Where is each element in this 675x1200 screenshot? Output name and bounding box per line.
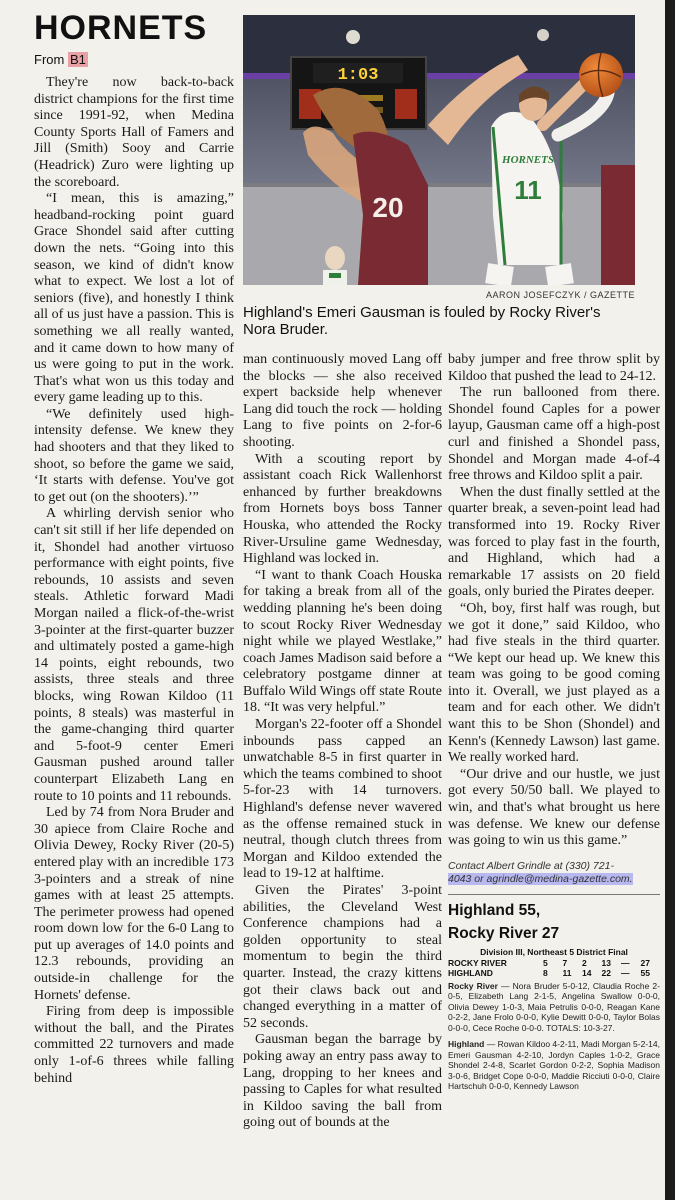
linescore-row bbox=[448, 968, 660, 978]
paragraph: Led by 74 from Nora Bruder and 30 apiece from Claire Roche and Olivia Dewey, Rocky River (20-5) entered play with an incredible 173 3-pointers and a streak of nine games with at least 25 attempts. The perimeter prowess had opened room down low for the 6-0 Lang to put up averages of 14.0 points and 12.3 rebounds, providing an outside-in challenge for the Hornets' defense. bbox=[34, 805, 234, 1003]
quarter-score: 13 bbox=[601, 957, 611, 968]
score-dash: — bbox=[621, 967, 630, 978]
jump-prefix: From bbox=[34, 52, 68, 67]
paragraph: man continuously moved Lang off the blocks — she also received expert backside help whenever Lang did touch the rock — holding Lang to five points on 2-for-6 shooting. bbox=[243, 352, 442, 450]
paragraph: Given the Pirates' 3-point abilities, the Cleveland West Conference champions had a golden opportunity to steal momentum to begin the third quarter. Instead, the crazy kittens got their claws back out and changed everything in a matter of 52 seconds. bbox=[243, 883, 442, 1031]
boxscore-title-2: Rocky River 27 bbox=[448, 924, 560, 942]
final-score: 55 bbox=[640, 967, 650, 978]
score-dash: — bbox=[621, 957, 630, 968]
game-photo bbox=[243, 15, 635, 285]
jump-page-ref: B1 bbox=[69, 52, 86, 67]
player-lines: — Nora Bruder 5-0-12, Claudia Roche 2-0-5, Elizabeth Lang 2-1-5, Angelina Swallow 0-0-0, Olivia Dewey 1-0-3, Maia Petrulis 0-0-0, Reagan Kane 0-2-2, Jane Frolo 0-0-0, Kylie Dewitt 0-0-0, Taylor Bolas 0-0-0, Cece Roche 0-0-0. TOTALS: 10-3-27. bbox=[448, 980, 660, 1033]
article-body-col1 bbox=[34, 75, 234, 1087]
team-label: Rocky River bbox=[448, 980, 498, 991]
divider bbox=[448, 894, 660, 895]
jersey-number-white: 11 bbox=[514, 175, 542, 205]
paragraph: “I mean, this is amazing,” headband-rocking point guard Grace Shondel said after cutting down the nets. “Going into this season, we kind of didn't know what to expect. We lost a lot of seniors (five), and honestly I think all of us just have a passion. This is something we all really wanted, and it came down to how many of us were going to put in the work. That's what won us this today and every game leading up to this. bbox=[34, 191, 234, 406]
paragraph: “Our drive and our hustle, we just got every 50/50 ball. We played to win, and that's what brought us here was defense. We knew our defense was going to win us this game.” bbox=[448, 766, 660, 849]
paragraph: They're now back-to-back district champions for the first time since 1991-92, when Medina County Sports Hall of Famers and Jill (Smith) Sooy and Carrie (Headrick) Zuro were lighting up the scoreboard. bbox=[34, 75, 234, 190]
paragraph: A whirling dervish senior who can't sit still if her life depended on it, Shondel had another virtuoso performance with eight points, five rebounds, 10 assists and seven steals. Athletic forward Madi Morgan nailed a flick-of-the-wrist 3-pointer at the first-quarter buzzer and ultimately posted a game-high 14 points, eight rebounds, two assists, three steals and three blocks, wing Rowan Kildoo (11 points, 8 steals) was masterful in the game-changing third quarter and 5-foot-9 center Emeri Gausman pushed around taller counterpart Elizabeth Lang en route to 10 points and 11 rebounds. bbox=[34, 506, 234, 804]
headline: HORNETS bbox=[34, 10, 208, 47]
quarter-score: 7 bbox=[562, 957, 568, 968]
paragraph: baby jumper and free throw split by Kildoo that pushed the lead to 24-12. bbox=[448, 352, 660, 384]
paragraph: Firing from deep is impossible without the ball, and the Pirates committed 22 turnovers and made only 1-of-6 threes while falling behind bbox=[34, 1004, 234, 1086]
quarter-score: 22 bbox=[601, 967, 611, 978]
quarter-score: 5 bbox=[543, 957, 548, 968]
paragraph: “I want to thank Coach Houska for taking a break from all of the wedding planning he's been doing to scout Rocky River Wednesday night while we played Westlake,” coach James Madison said before a celebratory postgame dinner at Buffalo Wild Wings off state Route 18. “It was very helpful.” bbox=[243, 567, 442, 716]
page-edge bbox=[665, 0, 675, 1200]
paragraph: “Oh, boy, first half was rough, but we got it done,” said Kildoo, who had five steals in the third quarter. “We kept our head up. We knew this team was going to be good coming into it. Overall, we just played as a team and for each other. We didn't want this to be Shon (Shondel) and Kenn's (Kennedy Lawson) last game. We really worked hard. bbox=[448, 600, 660, 766]
boxscore-rocky-river bbox=[448, 981, 660, 1034]
player-lines: — Rowan Kildoo 4-2-11, Madi Morgan 5-2-14, Emeri Gausman 4-2-10, Jordyn Caples 1-0-2, Grace Shondel 2-4-8, Scarlet Gordon 0-2-2, Sophia Madison 3-0-6, Bridget Cope 0-0-0, Maddie Ricciuti 0-0-0, Claire Hartschuh 0-0-0, Kennedy Lawson bbox=[448, 1039, 660, 1092]
quarter-score: 14 bbox=[582, 967, 592, 978]
quarter-score: 2 bbox=[582, 957, 587, 968]
quarter-score: 8 bbox=[543, 967, 548, 978]
quarter-score: 11 bbox=[562, 967, 572, 978]
photo-credit: AARON JOSEFCZYK / GAZETTE bbox=[485, 290, 635, 300]
photo-caption: Highland's Emeri Gausman is fouled by Rocky River's Nora Bruder. bbox=[243, 304, 601, 338]
article-body-col3 bbox=[448, 352, 660, 850]
boxscore-highland bbox=[448, 1039, 660, 1092]
column-2 bbox=[243, 352, 442, 1200]
photo-illustration bbox=[243, 15, 635, 285]
team-name: ROCKY RIVER bbox=[448, 957, 507, 968]
final-score: 27 bbox=[640, 957, 650, 968]
team-name: HIGHLAND bbox=[448, 967, 493, 978]
column-1 bbox=[34, 10, 234, 1200]
paragraph: When the dust finally settled at the quarter break, a seven-point lead had transformed into 19. Rocky River was forced to play fast in the fourth, and Highland, which had a remarkable 17 assists on 20 field goals, only buried the Pirates deeper. bbox=[448, 484, 660, 600]
column-3 bbox=[448, 352, 660, 1200]
paragraph: With a scouting report by assistant coach Rick Wallenhorst enhanced by further breakdowns from Hornets boys boss Tanner Houska, who attended the Rocky River-Ursuline game Wednesday, Highland was locked in. bbox=[243, 451, 442, 567]
paragraph: Gausman began the barrage by poking away an entry pass away to Lang, dropping to her knees and passing to Caples for what resulted in Kildoo saving the ball from going out of bounds at the bbox=[243, 1032, 442, 1131]
jersey-text: HORNETS bbox=[502, 154, 554, 166]
contact-highlight: 4043 or agrindle@medina-gazette.com. bbox=[448, 872, 633, 885]
boxscore-title-1: Highland 55, bbox=[448, 901, 541, 919]
paragraph: Morgan's 22-footer off a Shondel inbounds pass capped an unwatchable 8-5 in first quarter in which the teams combined to shoot 5-for-23 with 14 turnovers. Highland's defense never wavered as the offense remained stuck in neutral, though clutch threes from Morgan and Kildoo extended the lead to 19-12 at halftime. bbox=[243, 717, 442, 882]
contact-line bbox=[448, 860, 660, 886]
paragraph: The run ballooned from there. Shondel found Caples for a power layup, Gausman came off a high-post curl and finished a Shondel pass, Shondel and Morgan made 4-of-4 free throws and Kildoo split a pair. bbox=[448, 385, 660, 484]
boxscore-subtitle: Division III, Northeast 5 District Final bbox=[480, 946, 628, 957]
scoreboard-clock: 1:03 bbox=[337, 66, 379, 85]
team-label: Highland bbox=[448, 1039, 485, 1050]
boxscore bbox=[448, 901, 660, 1092]
linescore-row bbox=[448, 958, 660, 968]
contact-text: Contact Albert Grindle at (330) 721- bbox=[448, 859, 614, 872]
jump-line bbox=[34, 52, 234, 67]
paragraph: “We definitely used high-intensity defense. We knew they had shooters and that they liked to shoot, so before the game we said, ‘It starts with defense. You've got to get out (on the shooters).’” bbox=[34, 406, 234, 505]
jersey-number-red: 20 bbox=[372, 192, 404, 223]
